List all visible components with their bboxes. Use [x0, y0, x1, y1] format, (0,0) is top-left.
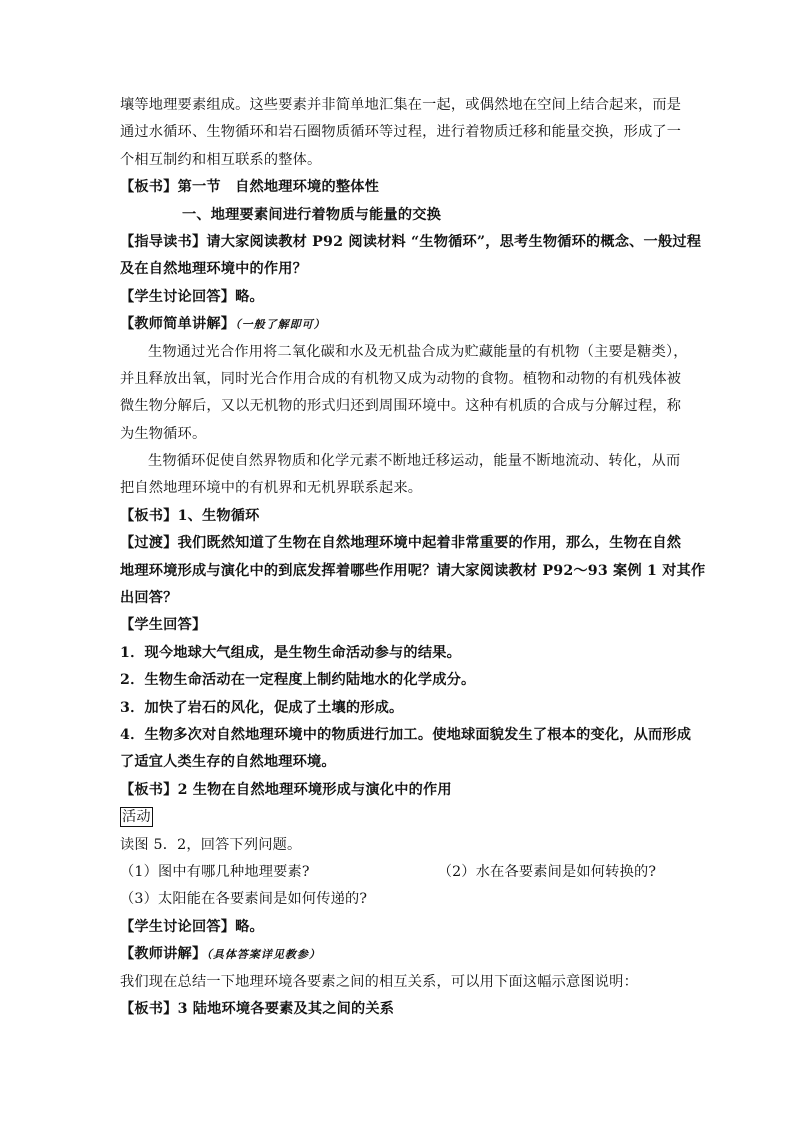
discussion-tag: 【学生讨论回答】	[120, 918, 236, 935]
board-text: 2 生物在自然地理环境形成与演化中的作用	[177, 781, 452, 798]
discussion-line	[120, 914, 680, 941]
paragraph-line: 并且释放出氧，同时光合作用合成的有机物又成为动物的食物。植物和动物的有机残体被	[120, 370, 682, 387]
answer-item: 1．现今地球大气组成，是生物生命活动参与的结果。	[120, 644, 461, 661]
teacher-note: （一般了解即可）	[235, 318, 326, 332]
question-1: （1）图中有哪几种地理要素?	[120, 863, 310, 880]
document-page	[120, 92, 706, 1023]
paragraph-line: 生物通过光合作用将二氧化碳和水及无机盐合成为贮藏能量的有机物（主要是糖类），	[148, 343, 688, 360]
summary-line: 我们现在总结一下地理环境各要素之间的相互关系，可以用下面这幅示意图说明：	[120, 973, 638, 990]
activity-label: 活动	[122, 809, 151, 826]
paragraph-line: 微生物分解后，又以无机物的形式归还到周围环境中。这种有机质的合成与分解过程，称	[120, 398, 682, 415]
board-text: 3 陆地环境各要素及其之间的关系	[177, 1000, 395, 1017]
board-tag: 【板书】	[120, 1000, 178, 1017]
answer-item: 了适宜人类生存的自然地理环境。	[120, 754, 336, 771]
subsection-title: 一、地理要素间进行着物质与能量的交换	[182, 206, 441, 223]
activity-line	[120, 804, 680, 831]
teacher-explain-line	[120, 311, 680, 338]
transition-tag: 【过渡】	[120, 535, 178, 552]
transition-text: 我们既然知道了生物在自然地理环境中起着非常重要的作用，那么，生物在自然	[177, 535, 682, 552]
section-title: 第一节 自然地理环境的整体性	[177, 179, 379, 196]
board-tag: 【板书】	[120, 507, 178, 524]
transition-line	[120, 530, 680, 557]
board-heading	[120, 174, 680, 201]
discussion-text: 略。	[235, 918, 264, 935]
teacher-note: （具体答案详见教参）	[206, 948, 321, 962]
discussion-line	[120, 284, 680, 311]
question-3: （3）太阳能在各要素间是如何传递的?	[120, 891, 368, 908]
paragraph-line: 把自然地理环境中的有机界和无机界联系起来。	[120, 480, 423, 497]
read-figure-line: 读图 5．2，回答下列问题。	[120, 836, 302, 853]
paragraph-line: 个相互制约和相互联系的整体。	[120, 151, 322, 168]
board-text: 1、生物循环	[177, 507, 260, 524]
paragraph-line: 壤等地理要素组成。这些要素并非简单地汇集在一起，或偶然地在空间上结合起来，而是	[120, 97, 682, 113]
board-tag: 【板书】	[120, 179, 178, 196]
board-heading	[120, 777, 680, 804]
discussion-text: 略。	[235, 288, 264, 305]
answer-item: 3．加快了岩石的风化，促成了土壤的形成。	[120, 699, 404, 716]
transition-text-cont: 出回答？	[120, 590, 178, 607]
teacher-tag: 【教师简单讲解】	[120, 316, 236, 333]
guide-reading	[120, 229, 702, 256]
paragraph-line: 为生物循环。	[120, 425, 207, 442]
board-heading	[120, 996, 680, 1023]
answer-item: 2．生物生命活动在一定程度上制约陆地水的化学成分。	[120, 672, 476, 689]
question-2: （2）水在各要素间是如何转换的?	[437, 863, 657, 880]
board-heading	[120, 503, 680, 530]
discussion-tag: 【学生讨论回答】	[120, 288, 236, 305]
guide-tag: 【指导读书】	[120, 233, 207, 250]
answer-tag: 【学生回答】	[120, 617, 207, 634]
teacher-explain-line	[120, 941, 680, 968]
guide-text: 请大家阅读教材 P92 阅读材料 “生物循环”，思考生物循环的概念、一般过程	[206, 233, 702, 250]
paragraph-line: 生物循环促使自然界物质和化学元素不断地迁移运动，能量不断地流动、转化，从而	[148, 453, 681, 470]
answer-item: 4．生物多次对自然地理环境中的物质进行加工。使地球面貌发生了根本的变化，从而形成	[120, 726, 692, 743]
question-row	[120, 859, 680, 886]
transition-text-cont: 地理环境形成与演化中的到底发挥着哪些作用呢？请大家阅读教材 P92～93 案例 1 对其作	[120, 562, 706, 579]
guide-text-cont: 及在自然地理环境中的作用？	[120, 261, 308, 278]
paragraph-line: 通过水循环、生物循环和岩石圈物质循环等过程，进行着物质迁移和能量交换，形成了一	[120, 124, 682, 141]
teacher-tag: 【教师讲解】	[120, 946, 207, 963]
board-tag: 【板书】	[120, 781, 178, 798]
